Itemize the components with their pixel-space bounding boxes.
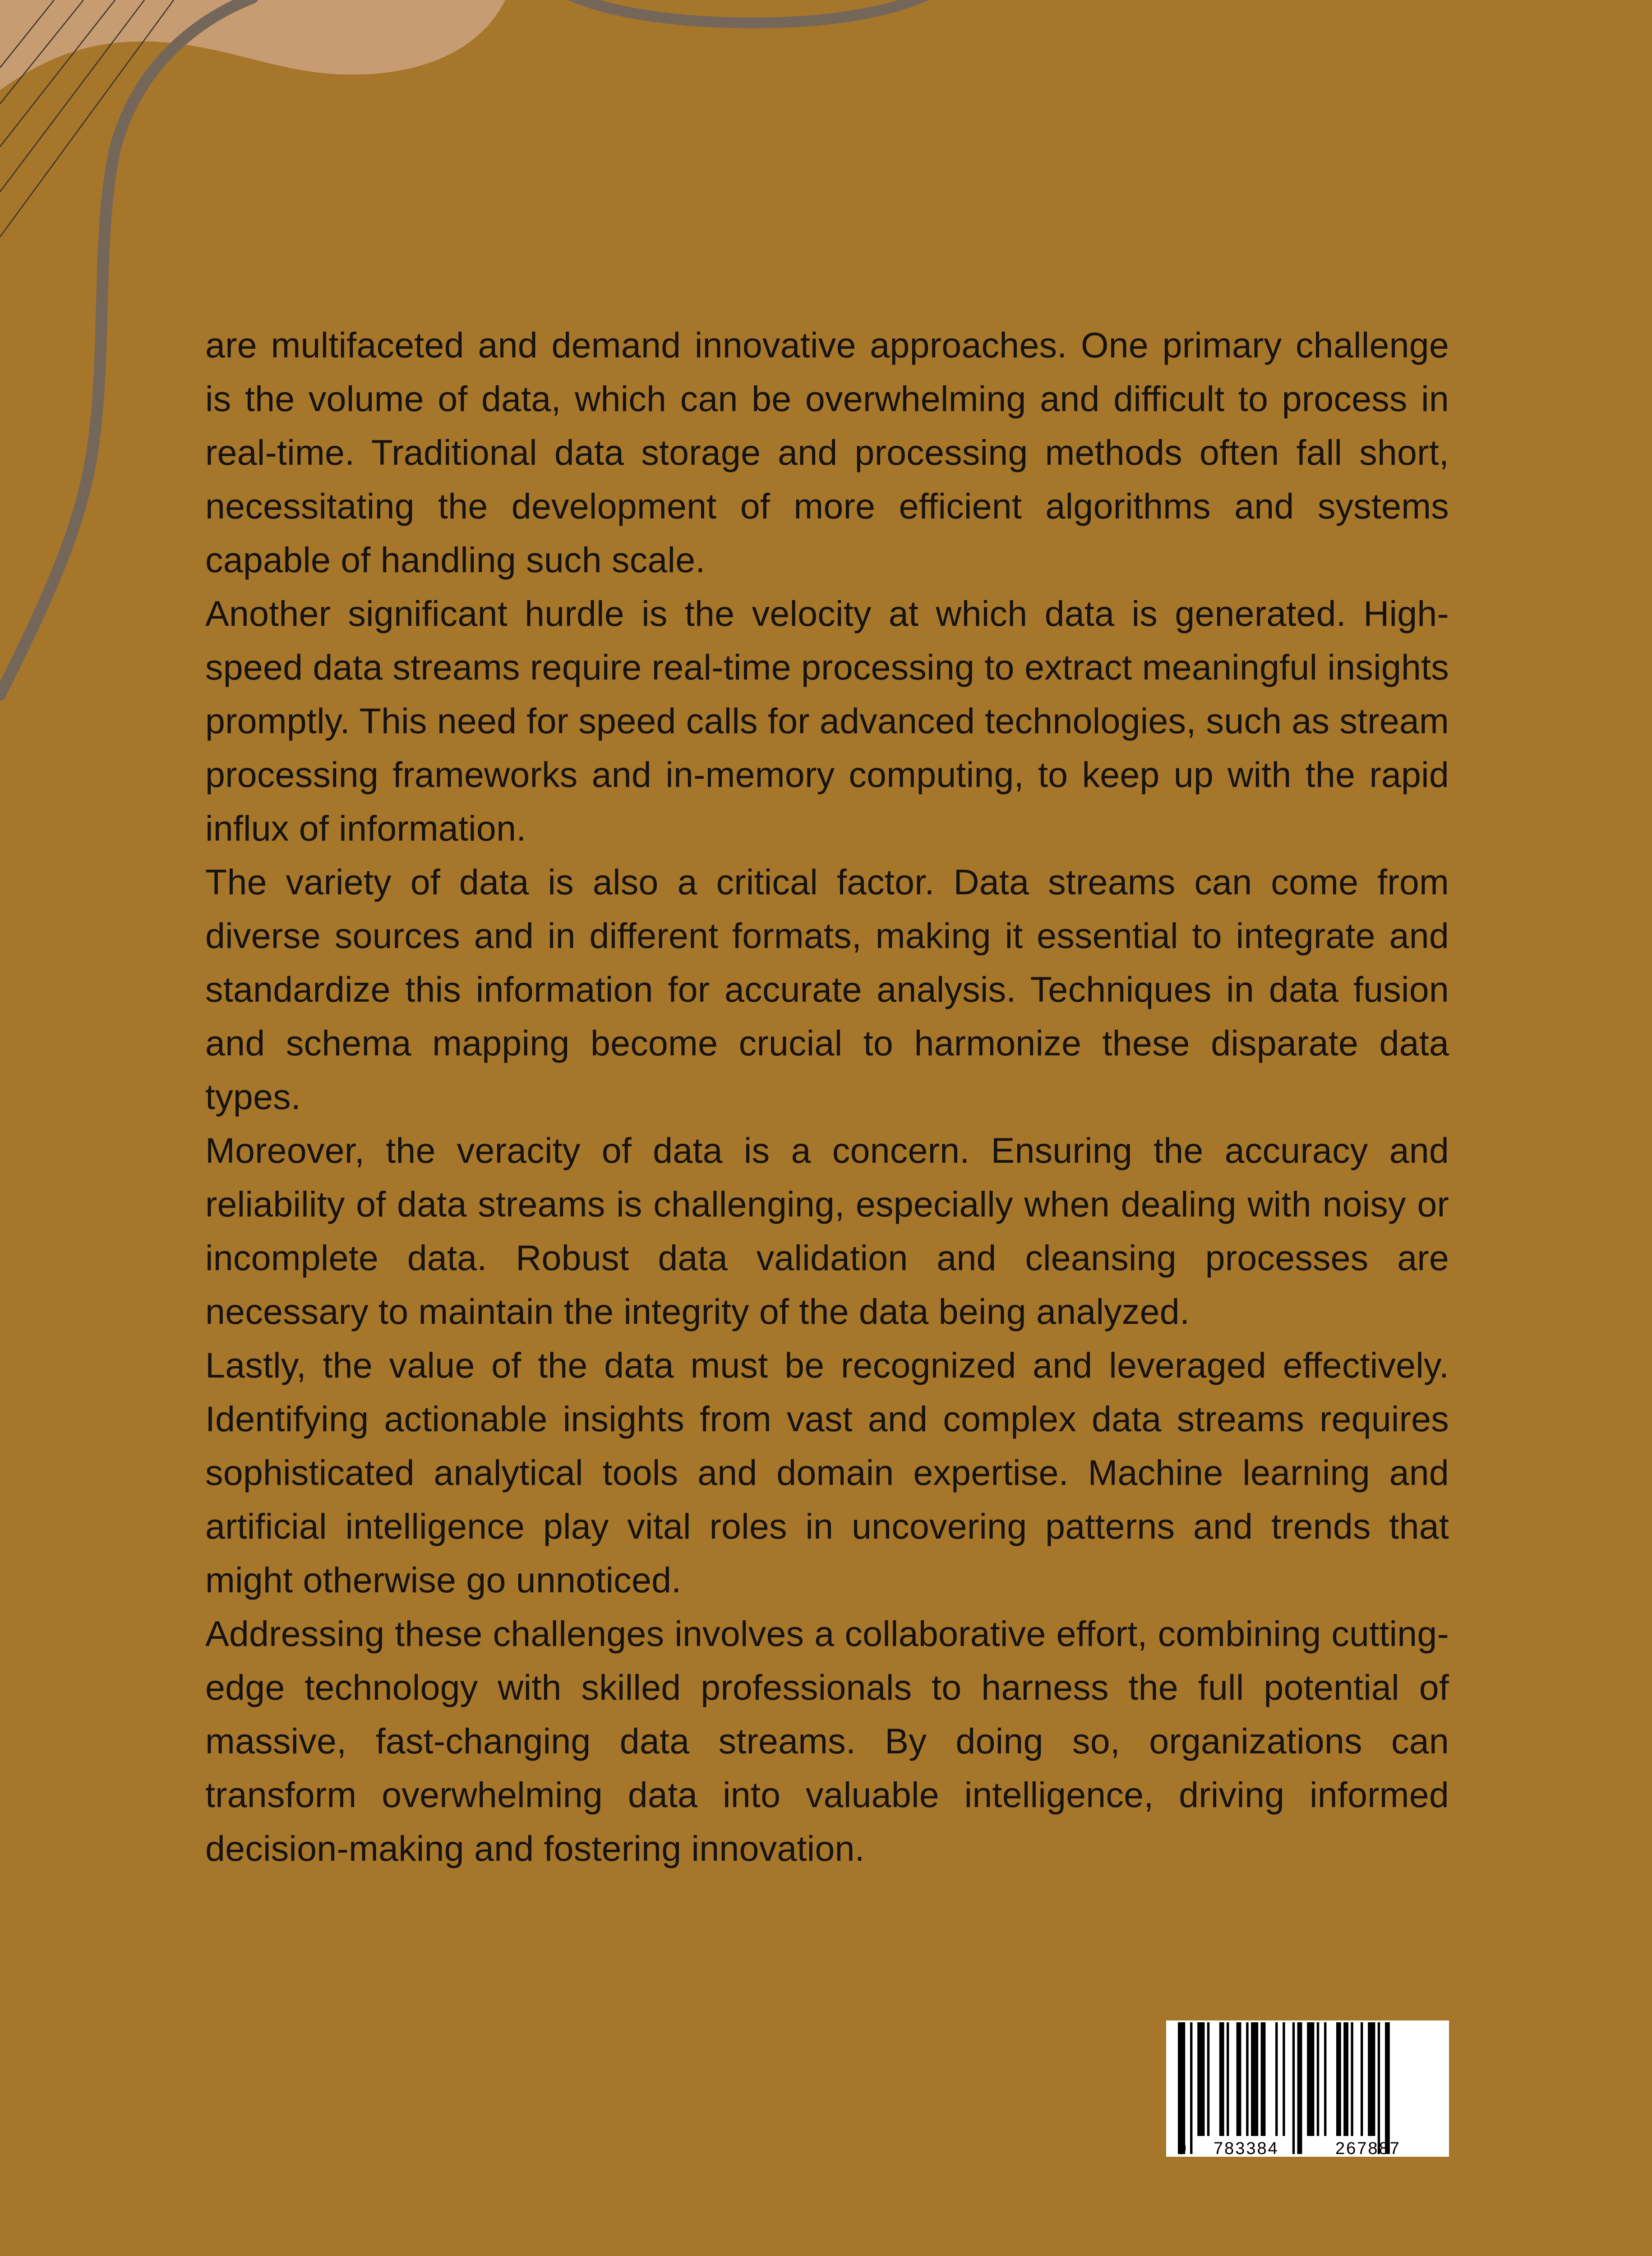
- barcode-bar: [1307, 2022, 1314, 2136]
- barcode-bar: [1351, 2022, 1353, 2136]
- decorative-thin-lines: [0, 0, 174, 237]
- barcode-bar: [1324, 2022, 1326, 2136]
- barcode-group-right: 267887: [1335, 2139, 1401, 2157]
- barcode-bar: [1261, 2022, 1266, 2136]
- back-cover-text: [205, 318, 1449, 1875]
- barcode-bar: [1378, 2022, 1380, 2154]
- barcode-bar: [1207, 2022, 1209, 2136]
- barcode-graphic: [1166, 2020, 1449, 2157]
- barcode-bar: [1190, 2022, 1192, 2154]
- barcode-bar: [1178, 2022, 1185, 2154]
- barcode-bar: [1275, 2022, 1278, 2136]
- barcode-bar: [1297, 2022, 1302, 2154]
- barcode-group-left: 783384: [1214, 2139, 1279, 2157]
- decorative-arc: [562, 0, 934, 23]
- barcode-bar: [1227, 2022, 1229, 2136]
- barcode-bar: [1237, 2022, 1241, 2136]
- paragraph: The variety of data is also a critical factor. Data streams can come from diverse sources and in different formats, making it essential to integrate and standardize this information for accurate analysis. Techniques in data fusion and schema mapping become crucial to harmonize these disparate data types.: [205, 862, 1449, 1117]
- decorative-blob: [0, 0, 505, 90]
- barcode-bar: [1283, 2022, 1285, 2136]
- barcode-bar: [1343, 2022, 1348, 2136]
- barcode-bar: [1292, 2022, 1295, 2154]
- paragraph: Another significant hurdle is the velocity at which data is generated. High-speed data streams require real-time processing to extract meaningful insights promptly. This need for speed calls for advanced technologies, such as stream processing frameworks and in-memory computing, to keep up with the rapid influx of information.: [205, 593, 1449, 848]
- paragraph: Lastly, the value of the data must be recognized and leveraged effectively. Identifying actionable insights from vast and complex data streams requires sophisticated analytical tools and domain expertise. Machine learning and artificial intelligence play vital roles in uncovering patterns and trends that might otherwise go unnoticed.: [205, 1345, 1449, 1600]
- isbn-barcode: [1166, 2020, 1449, 2157]
- paragraph: Addressing these challenges involves a collaborative effort, combining cutting-edge technology with skilled professionals to harness the full potential of massive, fast-changing data streams. By doing so, organizations can transform overwhelming data into valuable intelligence, driving informed decision-making and fostering innovation.: [205, 1613, 1449, 1868]
- paragraph: Moreover, the veracity of data is a concern. Ensuring the accuracy and reliability of data streams is challenging, especially when dealing with noisy or incomplete data. Robust data validation and cleansing processes are necessary to maintain the integrity of the data being analyzed.: [205, 1130, 1449, 1331]
- barcode-bar: [1385, 2022, 1390, 2154]
- barcode-bar: [1368, 2022, 1375, 2136]
- barcode-bar: [1246, 2022, 1248, 2136]
- barcode-bars: [1178, 2022, 1390, 2154]
- paragraph: are multifaceted and demand innovative approaches. One primary challenge is the volume of data, which can be overwhelming and difficult to process in real-time. Traditional data storage and processing methods often fall short, necessitating the development of more efficient algorithms and systems capable of handling such scale.: [205, 325, 1449, 580]
- barcode-bar: [1317, 2022, 1319, 2136]
- barcode-bar: [1219, 2022, 1224, 2136]
- barcode-bar: [1251, 2022, 1258, 2136]
- barcode-bar: [1336, 2022, 1341, 2136]
- barcode-digit-lead: 9: [1177, 2139, 1187, 2157]
- barcode-bar: [1197, 2022, 1204, 2136]
- barcode-bar: [1361, 2022, 1363, 2136]
